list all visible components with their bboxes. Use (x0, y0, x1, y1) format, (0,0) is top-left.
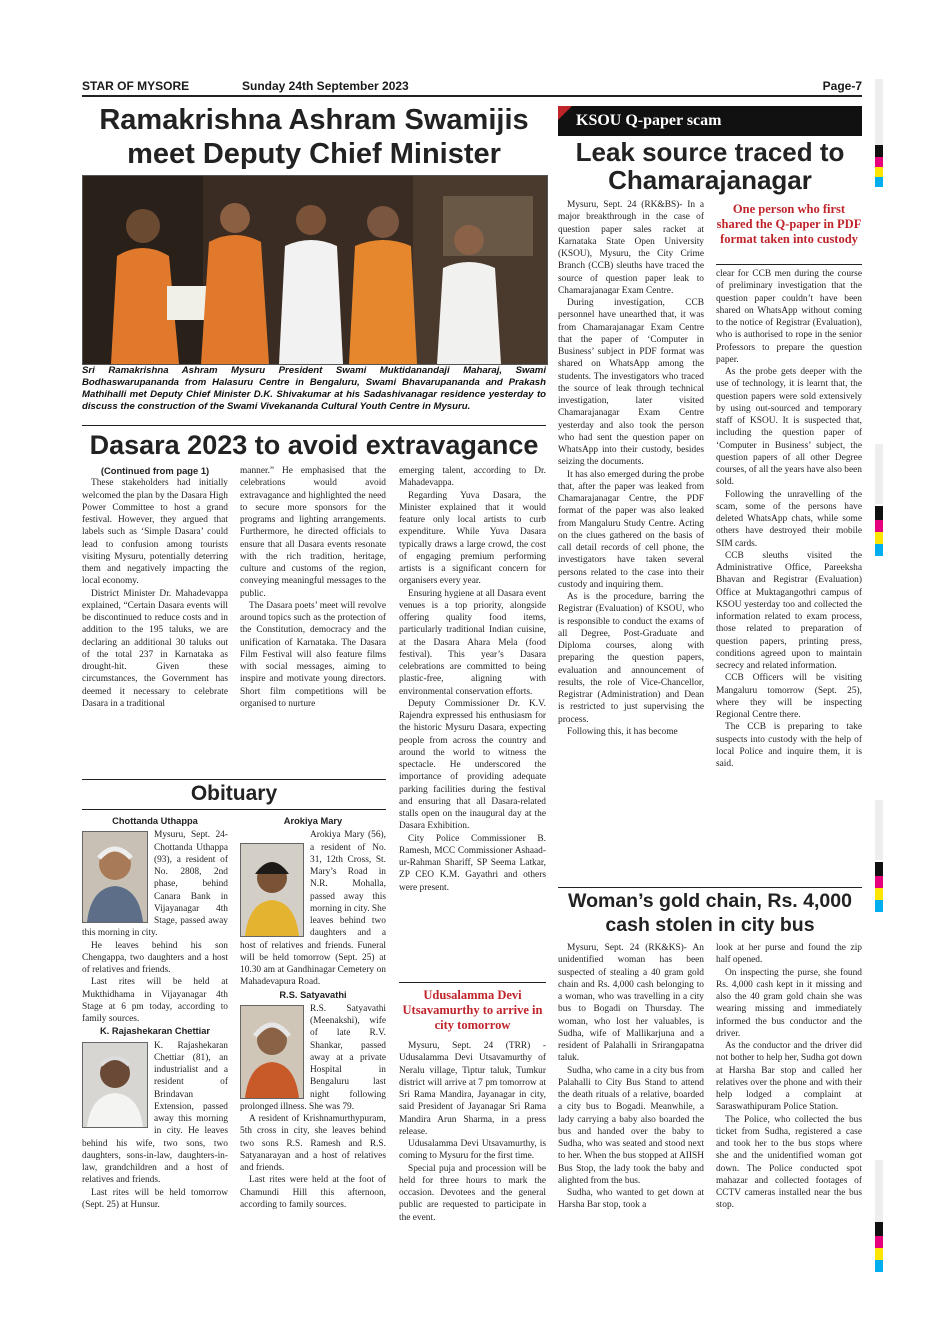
paragraph: Mysuru, Sept. 24- Chottanda Uthappa (93), a resident of No. 2808, 2nd phase, behind Canara Bank in Vijayanagar 4th Stage, passed away this morning in city. (82, 830, 228, 939)
dasara-col-1 (82, 465, 228, 775)
paragraph: These stakeholders had initially welcomed the plan by the Dasara High Power Committee to host a grand festival. However, they argued that labels such as ‘Simple Dasara’ could lead to confusion among tourists visiting Mysuru, potentially deterring them and negatively impacting the local economy. (82, 478, 228, 587)
paragraph: Deputy Commissioner Dr. K.V. Rajendra expressed his enthusiasm for the historic Mysuru Dasara, expecting people from across the country and around the world to witness the spectacle. He underscored the importance of providing adequate parking facilities during the festival and ensuring that all Dasara-related stalls open on the inaugural day at the Dasara Exhibition. (399, 698, 546, 832)
chain-col-1 (558, 942, 704, 1265)
dasara-col-3 (399, 465, 546, 975)
paragraph: A resident of Krishnamurthypuram, 5th cross in city, she leaves behind two sons R.S. Ramesh and R.S. Satyanarayan and a host of relatives and friends. (240, 1114, 386, 1173)
paragraph: manner.” He emphasised that the celebrations would avoid extravagance and highlighted the need to secure more sponsors for the programs and lighting arrangements. Furthermore, he directed officials to ensure that all Dasara events resonate with the rich tradition, heritage, culture and customs of the region, conveying meaningful messages to the public. (240, 466, 386, 599)
paragraph: R.S. Satyavathi (Meenakshi), wife of late R.V. Shankar, passed away at a private Hospital in Bengaluru last night following prolonged illness. She was 79. (240, 1003, 386, 1112)
obituary-top-rule (82, 779, 386, 780)
paragraph: District Minister Dr. Mahadevappa explained, “Certain Dasara events will be discontinued to reduce costs and in addition to the 195 taluks, we are declaring an additional 30 taluks out of the total 237 in Karnataka as drought-hit. Given these circumstances, the Government has deemed it necessary to celebrate Dasara in a traditional (82, 588, 228, 709)
paragraph: Mysuru, Sept. 24 (RK&BS)- In a major breakthrough in the case of question paper sales racket at Karnataka State Open University (KSOU), Mysuru, the City Crime Branch (CCB) sleuths have traced the source of question paper leak to Chamarajanagar Exam Centre. (558, 200, 704, 296)
paragraph: It has also emerged during the probe that, after the paper was leaked from Chamarajanagar Centre, the PDF format of the paper was also leaked from Mangaluru Study Centre. Acting on the clues gathered on the basis of call detail records of cell phone, the investigators have taken several persons related to the case into their custody and inquiring them. (558, 469, 704, 590)
portrait-icon (83, 1043, 147, 1127)
paragraph: Sudha, who wanted to get down at Harsha Bar stop, took a (558, 1188, 704, 1211)
obituary-photo (240, 1005, 304, 1099)
paragraph: clear for CCB men during the course of preliminary investigation that the question paper couldn’t have been shared on WhatsApp without coming to the notice of Registrar (Evaluation), who is authorised to rope in the senior Professors to prepare the question paper. (716, 269, 862, 365)
paragraph: Last rites will be held tomorrow (Sept. 25) at Hunsur. (82, 1187, 228, 1210)
udusalamma-headline: Udusalamma Devi Utsavamurthy to arrive in city tomorrow (402, 988, 543, 1032)
color-swatch (875, 444, 883, 504)
paragraph: The CCB is preparing to take suspects into custody with the help of local Police and inquire them, it is said. (716, 722, 862, 769)
corner-flag-icon (558, 106, 572, 120)
paragraph: Udusalamma Devi Utsavamurthy, is coming to Mysuru for the first time. (399, 1139, 546, 1162)
ksou-subhead-rule (716, 264, 862, 265)
kicker-label: KSOU Q-paper scam (576, 112, 722, 129)
paragraph: As the probe gets deeper with the use of technology, it is learnt that, the question papers were sold extensively by using out-sourced and temporary staff of KSOU. It is suspected that, including the question paper of ‘Computer in Business’ subject, the question papers of all other Degree courses, of all the years have also been sold. (716, 367, 862, 488)
color-swatch (875, 79, 883, 145)
paragraph: On inspecting the purse, she found Rs. 4,000 cash kept in it missing and also the 40 gram gold chain she was wearing missing and immediately informed the bus conductor and the driver. (716, 967, 862, 1039)
paragraph: Sudha, who came in a city bus from Palahalli to City Bus Stand to attend the death rituals of a relative, boarded a city bus to Bogadi. Meanwhile, a lady carrying a baby also boarded the bus and handed over the baby to Sudha, who was seated and stood next to her. When the bus stopped at AIISH Bus Stop, the lady took the baby and alighted from the bus. (558, 1065, 704, 1186)
chain-col-2 (716, 942, 862, 1265)
paragraph: Following this, it has become (567, 726, 678, 737)
portrait-icon (83, 832, 147, 922)
dasara-headline: Dasara 2023 to avoid extravagance (89, 430, 539, 460)
udusalamma-body (399, 1040, 546, 1265)
color-swatch (875, 167, 883, 177)
paragraph: CCB sleuths visited the Administrative Office, Pareeksha Bhavan and Registrar (Evaluation) Office at Muktagangothri campus of KSOU yesterday too and collected the information related to exam process, those related to preparation of question papers, printing press, conditions agreed upon to maintain secrecy and related information. (716, 550, 862, 671)
ksou-col-2 (716, 268, 862, 885)
swamijis-caption: Sri Ramakrishna Ashram Mysuru President Swami Muktidanandaji Maharaj, Swami Bodhaswarupananda from Halasuru Centre in Bengaluru, Swami Bhavarupananda and Prakash Mathihalli met Deputy Chief Minister D.K. Shivakumar at his Sadashivanagar residence yesterday to discuss the construction of the Swami Vivekananda Cultural Youth Centre in Mysuru. (82, 365, 546, 412)
chain-headline: Woman’s gold chain, Rs. 4,000 cash stolen in city bus (568, 890, 852, 936)
publication-name: STAR OF MYSORE (82, 79, 190, 93)
obituary-col-1 (82, 815, 228, 1265)
paragraph: emerging talent, according to Dr. Mahadevappa. (399, 466, 546, 489)
color-swatch (875, 157, 883, 167)
color-swatch (875, 876, 883, 888)
ksou-subhead: One person who first shared the Q-paper in PDF format taken into custody (716, 202, 862, 246)
chain-rule (558, 887, 862, 888)
paragraph: As is the procedure, barring the Registrar (Evaluation) of KSOU, who is responsible to conduct the exams of all Degree, Post-Graduate and Diploma courses, along with preparing the question papers, evaluation and announcement of results, the role of Vice-Chancellor, Registrar (Administration) and Dean is restricted to just supervising the process. (558, 592, 704, 725)
paragraph: look at her purse and found the zip half opened. (716, 943, 862, 966)
paragraph: Special puja and procession will be held for three hours to mark the occasion. Devotees and the general public are requested to participate in the event. (399, 1163, 546, 1223)
obituary-name: K. Rajashekaran Chettiar (99, 1026, 211, 1037)
color-swatch (875, 800, 883, 860)
obituary-photo (240, 843, 304, 937)
obituary-name: Chottanda Uthappa (112, 816, 198, 826)
color-swatch (875, 1160, 883, 1222)
portrait-icon (241, 844, 303, 936)
ksou-kicker (558, 106, 862, 136)
paragraph: Mysuru, Sept. 24 (RK&KS)- An unidentified woman has been suspected of stealing a 40 gram gold chain and Rs. 4,000 cash belonging to a woman, who was travelling in a city bus to Bogadi on Thursday. The woman, who lost her valuables, is Sudha, wife of Mallikarjuna and a resident of Palahalli in Srirangapatna taluk. (558, 943, 704, 1064)
paragraph: Last rites will be held at Mukthidhama in Vijayanagar 4th Stage at 6 pm today, according to family sources. (82, 977, 228, 1024)
paragraph: He leaves behind his son Chengappa, two daughters and a host of relatives and friends. (82, 940, 228, 975)
swamijis-photo (82, 175, 548, 365)
paragraph: The Police, who collected the bus ticket from Sudha, registered a case and took her to the bus stops where she and the unidentified woman got down. The Police conducted spot mahazar and collected footages of CCTV cameras installed near the bus stop. (716, 1114, 862, 1211)
obituary-name: R.S. Satyavathi (279, 989, 347, 1000)
color-swatch (875, 1236, 883, 1248)
color-swatch (875, 900, 883, 912)
color-swatch (875, 532, 883, 544)
swamijis-headline: Ramakrishna Ashram Swamijis meet Deputy Chief Minister (99, 104, 529, 170)
obituary-title: Obituary (190, 782, 278, 805)
paragraph: K. Rajashekaran Chettiar (81), an industrialist and a resident of Brindavan Extension, passed away this morning in city. He leaves behind his wife, two sons, two daughters, sons-in-law, daughters-in-law, grandchildren and a host of relatives and friends. (82, 1040, 228, 1186)
paragraph: During investigation, CCB personnel have unearthed that, it was from Chamarajanagar Exam Centre that the paper of ‘Computer in Business’ subject in PDF format was shared on WhatsApp among the students. The investigators who traced the source of leak through technical investigation, later visited Chamarajanagar Exam Centre yesterday and also took the person who had sent the question paper on WhatsApp into their custody, besides seizing the documents. (558, 298, 704, 468)
paragraph: Regarding Yuva Dasara, the Minister explained that it would feature only local artists to curb expenditure. While Yuva Dasara typically draws a large crowd, the cost of engaging premium performing artists is a significant concern for organisers every year. (399, 490, 546, 587)
ksou-col-1 (558, 199, 704, 885)
section-rule-dasara (82, 425, 546, 426)
portrait-icon (241, 1006, 303, 1098)
obituary-photo (82, 831, 148, 923)
obituary-name: Arokiya Mary (283, 816, 343, 826)
color-swatch (875, 1248, 883, 1260)
color-swatch (875, 544, 883, 556)
paragraph: The Dasara poets’ meet will revolve around topics such as the protection of the Constitution, democracy and the unification of Karnataka. The Dasara Film Festival will also feature films with social messages, aiming to inspire and motivate young directors. Short film competitions will be organised to nurture (240, 600, 386, 709)
page-number: Page-7 (822, 79, 862, 93)
color-swatch (875, 506, 883, 520)
paragraph: CCB Officers will be visiting Mangaluru tomorrow (Sept. 25), where they will be inspecting Regional Centre there. (716, 673, 862, 720)
paragraph: Following the unravelling of the scam, some of the persons have deleted WhatsApp chats, while some others have destroyed their mobile SIM cards. (716, 489, 862, 549)
color-swatch (875, 520, 883, 532)
paragraph: As the conductor and the driver did not bother to help her, Sudha got down at Harsha Bar stop and called her relatives over the phone and with their help lodged a complaint at Saraswathipuram Police Station. (716, 1041, 862, 1113)
header-rule (82, 95, 862, 97)
continued-note: (Continued from page 1) (100, 465, 210, 476)
publication-date: Sunday 24th September 2023 (242, 79, 409, 93)
udusalamma-rule (399, 982, 546, 983)
color-swatch (875, 177, 883, 187)
color-swatch (875, 888, 883, 900)
paragraph: Arokiya Mary (56), a resident of No. 31, 12th Cross, St. Mary’s Road in N.R. Mohalla, passed away this morning in city. She leaves behind two daughters and a host of relatives and friends. Funeral will be held tomorrow (Sept. 25) at 10.30 am at Gandhinagar Cemetery on Mahadevapura Road. (240, 830, 386, 988)
obituary-rule (82, 809, 386, 810)
color-swatch (875, 145, 883, 157)
dasara-col-2 (240, 465, 386, 775)
page-header (82, 79, 862, 95)
obituary-photo (82, 1042, 148, 1128)
obituary-col-2 (240, 815, 386, 1265)
paragraph: Mysuru, Sept. 24 (TRR) - Udusalamma Devi Utsavamurthy of Neralu village, Tiptur taluk, Tumkur district will arrive at 7 pm tomorrow at Sri Rama Mandira, Jayanagar in city, said President of Jayanagar Sri Rama Mandira Arun Sharma, in a press release. (399, 1041, 546, 1137)
group-photo-icon (83, 176, 547, 364)
color-swatch (875, 1222, 883, 1236)
ksou-headline: Leak source traced to Chamarajanagar (575, 137, 845, 195)
paragraph: Last rites were held at the foot of Chamundi Hill this afternoon, according to family sources. (240, 1175, 386, 1210)
paragraph: City Police Commissioner B. Ramesh, MCC Commissioner Ashaad-ur-Rahman Shariff, SP Seema Latkar, ZP CEO K.M. Gayathri and others were present. (399, 833, 546, 893)
color-swatch (875, 1260, 883, 1272)
color-swatch (875, 862, 883, 876)
paragraph: Ensuring hygiene at all Dasara event venues is a top priority, alongside offering quality food items, particularly traditional Indian cuisine, at the Dasara Ahara Mela (food festival). This year’s Dasara celebrations are committed to being plastic-free, aligning with environmental conservation efforts. (399, 588, 546, 697)
